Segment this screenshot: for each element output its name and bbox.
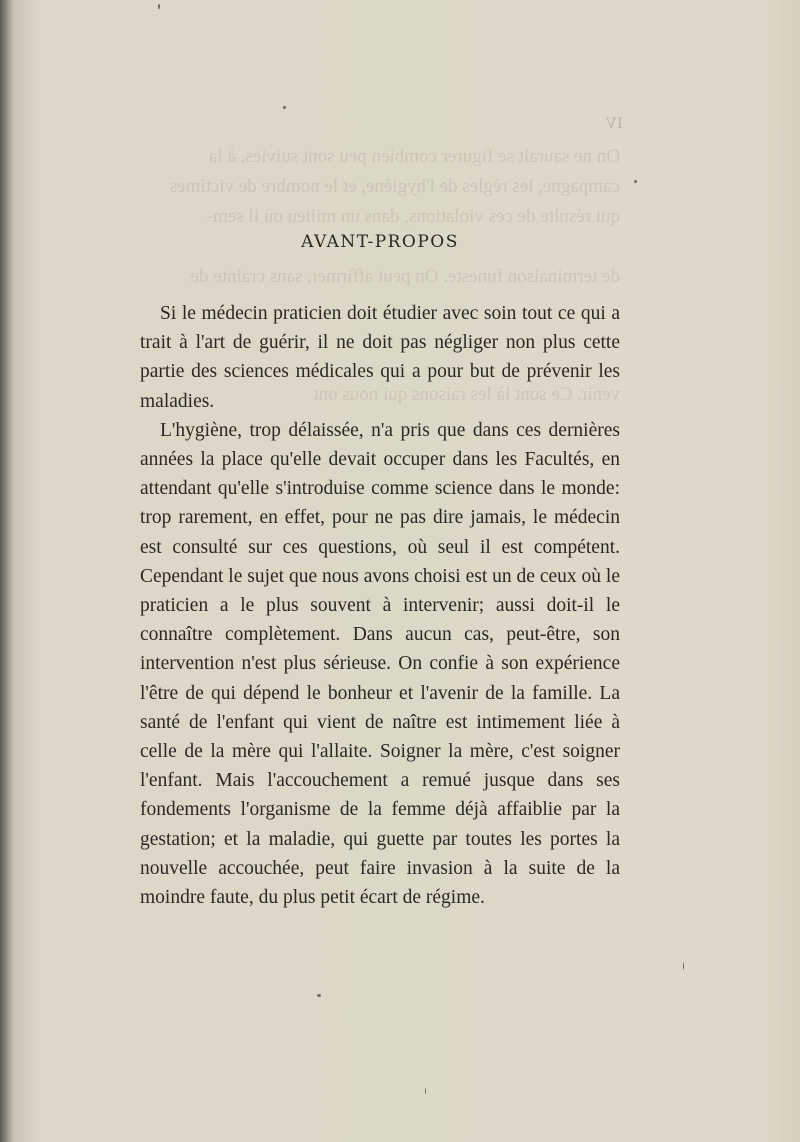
body-text: [140, 299, 620, 912]
paper-speck: [683, 962, 684, 970]
show-through-text: qui résulte de ces violations, dans un milieu où il sem-: [206, 206, 620, 227]
show-through-text: campagne, les règles de l'hygiène, et le nombre de victimes: [169, 176, 620, 197]
show-through-text: On ne saurait se figurer combien peu sont suivies, à la: [208, 146, 620, 167]
chapter-title: AVANT-PROPOS: [301, 232, 459, 252]
paper-speck: [634, 180, 637, 183]
page-number: IV: [605, 116, 623, 132]
paragraph-2: L'hygiène, trop délaissée, n'a pris que dans ces dernières années la place qu'elle devait occuper dans les Facultés, en attendant qu'elle s'introduise comme science dans le monde: trop rarement, en effet, pour ne pas dire jamais, le médecin est consulté sur ces questions, où seul il est compétent. Cependant le sujet que nous avons choisi est un de ceux où le praticien a le plus souvent à intervenir; aussi doit-il le connaître complètement. Dans aucun cas, peut-être, son intervention n'est plus sérieuse. On confie à son expérience l'être de qui dépend le bonheur et l'avenir de la famille. La santé de l'enfant qui vient de naître est intimement liée à celle de la mère qui l'allaite. Soigner la mère, c'est soigner l'enfant. Mais l'accouchement a remué jusque dans ses fondements l'organisme de la femme déjà affaiblie par la gestation; et la maladie, qui guette par toutes les portes la nouvelle accouchée, peut faire invasion à la suite de la moindre faute, du plus petit écart de régime.: [140, 419, 620, 909]
show-through-text: venir. Ce sont là les raisons qui nous ont: [313, 384, 620, 405]
show-through-text: de terminaison funeste. On peut affirmer, sans crainte de: [190, 266, 620, 287]
paper-speck: [425, 1088, 426, 1094]
paper-speck: [283, 106, 286, 109]
paper-speck: [158, 4, 160, 9]
paragraph-1: Si le médecin praticien doit étudier avec soin tout ce qui a trait à l'art de guérir, il ne doit pas négliger non plus cette partie des sciences médicales qui a pour but de prévenir les maladies.: [140, 303, 620, 412]
paper-speck: [317, 994, 321, 997]
